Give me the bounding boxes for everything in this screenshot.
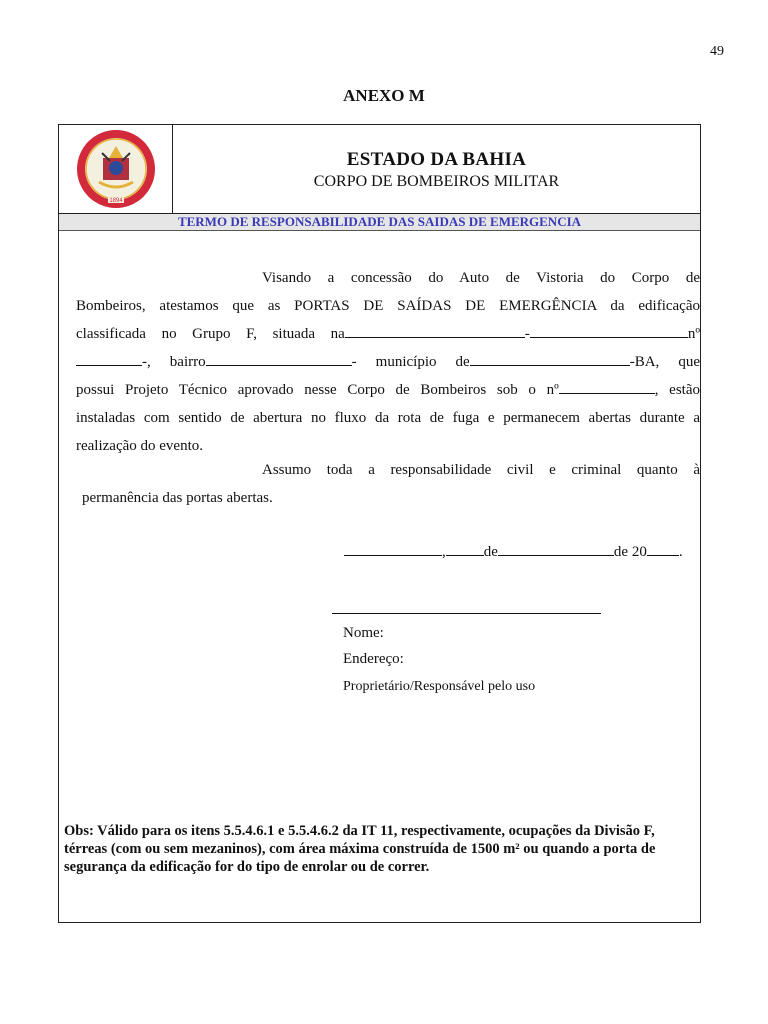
- street-blank[interactable]: [345, 322, 525, 338]
- header-text: [173, 125, 700, 213]
- paragraph-1: [76, 264, 700, 460]
- corps-title: CORPO DE BOMBEIROS MILITAR: [313, 173, 560, 190]
- observation-note: Obs: Válido para os itens 5.5.4.6.1 e 5.5.4.6.2 da IT 11, respectivamente, ocupações da Divisão F, térreas (com ou sem mezaninos), com área máxima construída de 1500 m² ou quando a porta de segurança da edificação for do tipo de enrolar ou de correr.: [64, 823, 656, 875]
- p1-line-1: Visando a concessão do Auto de Vistoria do Corpo de: [262, 270, 700, 286]
- p1-line-4: -, bairro - município de -BA, que: [76, 348, 700, 376]
- name-label: Nome:: [343, 625, 384, 641]
- month-blank[interactable]: [498, 540, 614, 556]
- form-frame: [58, 124, 701, 923]
- term-title: TERMO DE RESPONSABILIDADE DAS SAIDAS DE EMERGENCIA: [59, 214, 700, 231]
- p2-line-1: Assumo toda a responsabilidade civil e criminal quanto à: [262, 462, 700, 478]
- state-title: ESTADO DA BAHIA: [346, 149, 527, 170]
- page-number: 49: [710, 44, 724, 59]
- city-blank[interactable]: [344, 540, 442, 556]
- municipality-blank[interactable]: [470, 350, 630, 366]
- number-blank[interactable]: [76, 350, 142, 366]
- p1-line-6: instaladas com sentido de abertura no fluxo da rota de fuga e permanecem abertas durante a: [76, 410, 700, 426]
- fire-brigade-seal-icon: [75, 128, 157, 210]
- role-label: Proprietário/Responsável pelo uso: [343, 679, 536, 694]
- project-number-blank[interactable]: [559, 378, 655, 394]
- street-blank-2[interactable]: [530, 322, 688, 338]
- annex-title: ANEXO M: [343, 86, 425, 105]
- paragraph-2: [76, 456, 700, 512]
- year-blank[interactable]: [647, 540, 679, 556]
- p1-line-3: classificada no Grupo F, situada na - nº: [76, 320, 700, 348]
- address-label: Endereço:: [343, 651, 404, 667]
- signature-line[interactable]: [332, 613, 601, 614]
- neighborhood-blank[interactable]: [206, 350, 352, 366]
- date-line: , de de 20 .: [344, 540, 683, 561]
- p1-line-5: possui Projeto Técnico aprovado nesse Corpo de Bombeiros sob o nº , estão: [76, 376, 700, 404]
- logo-cell: [59, 125, 173, 213]
- day-blank[interactable]: [446, 540, 484, 556]
- form-header: [59, 125, 700, 214]
- p2-line-2: permanência das portas abertas.: [82, 490, 273, 506]
- seal-year: 1894: [108, 198, 123, 204]
- p1-line-7: realização do evento.: [76, 438, 204, 454]
- p1-line-2: Bombeiros, atestamos que as PORTAS DE SAÍDAS DE EMERGÊNCIA da edificação: [76, 298, 700, 314]
